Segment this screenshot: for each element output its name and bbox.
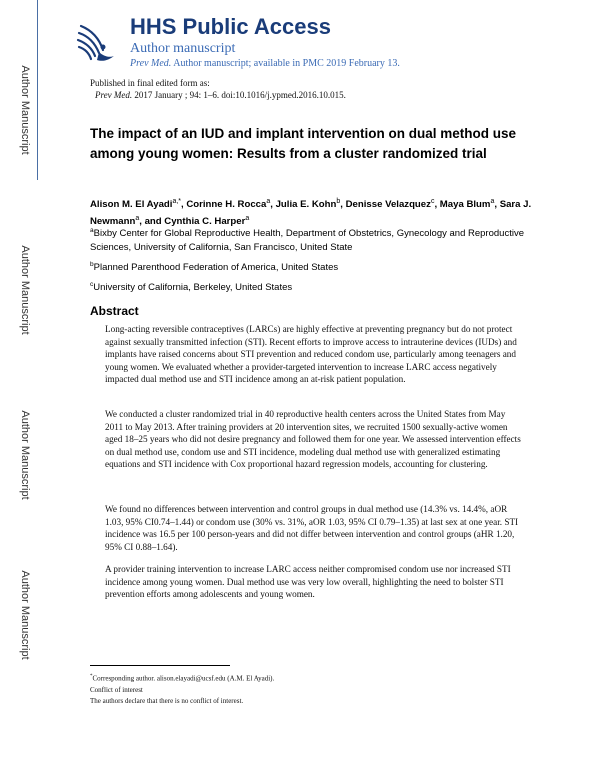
affiliation-b: $^b$Planned Parenthood Federation of America, United States — [90, 261, 339, 274]
sidebar-label-3: Author Manuscript — [19, 410, 31, 500]
abstract-paragraph: We conducted a cluster randomized trial in 40 reproductive health centers across the United States from May 2011 to May 2013. After training providers at 20 intervention sites, we recruited 1500 sexually-active women aged 18–25 years who did not desire pregnancy and followed them for one year. We assessed intervention effects on dual method use, condom use and STI incidence, modeling dual method use with generalized estimating equations and STI incidence with Cox proportional hazard regression models, accounting for clustering. — [105, 409, 521, 469]
published-intro: Published in final edited form as: — [90, 78, 210, 88]
availability-line: Prev Med. Author manuscript; available in PMC 2019 February 13. — [130, 58, 400, 69]
abstract-paragraph: We found no differences between intervention and control groups in dual method use (14.3% vs. 14.4%, aOR 1.03, 95% CI0.74–1.44) or condom use (30% vs. 31%, aOR 1.03, 95% CI 0.79–1.35) at last sex at one year. STI incidence was 16.5 per 100 person-years and did not differ between intervention and control groups (aHR 1.20, 95% CI 0.88–1.64). — [105, 504, 519, 552]
author-name: Cynthia C. Harper — [164, 216, 246, 228]
paper-title: The impact of an IUD and implant intervention on dual method use among young women: Results from a cluster randomized trial — [90, 126, 517, 161]
sidebar-label-1: Author Manuscript — [19, 65, 31, 155]
abstract-paragraph: A provider training intervention to increase LARC access neither compromised condom use nor increased STI incidence among young women. Dual method use was very low overall, highlighting the need to bolster STI prevention efforts among adolescents and young women. — [105, 564, 511, 599]
document-type: Author manuscript — [130, 41, 236, 56]
header-divider — [37, 0, 38, 180]
conflict-heading: Conflict of interest — [90, 686, 143, 694]
affiliation-a: $^a$Bixby Center for Global Reproductive Health, Department of Obstetrics, Gynecology and Reproductive Sciences, University of California, San Francisco, United State — [90, 227, 524, 253]
citation-line: Prev Med. 2017 January ; 94: 1–6. doi:10.1016/j.ypmed.2016.10.015. — [95, 90, 346, 100]
hhs-eagle-logo-icon — [73, 16, 117, 66]
conflict-statement: The authors declare that there is no conflict of interest. — [90, 697, 244, 705]
affiliation-c: $^c$University of California, Berkeley, United States — [90, 281, 293, 294]
agency-title: HHS Public Access — [130, 14, 331, 39]
corresponding-footnote: *Corresponding author. alison.elayadi@ucsf.edu (A.M. El Ayadi). — [90, 674, 275, 683]
author-name: Maya Blum — [439, 199, 491, 211]
sidebar-label-4: Author Manuscript — [19, 570, 31, 660]
author-name: Alison M. El Ayadi — [90, 199, 173, 211]
author-name: Julia E. Kohn — [275, 199, 337, 211]
abstract-heading: Abstract — [90, 304, 139, 318]
author-name: Denisse Velazquez — [345, 199, 431, 211]
footnote-divider — [90, 665, 230, 666]
sidebar-label-2: Author Manuscript — [19, 245, 31, 335]
abstract-paragraph: Long-acting reversible contraceptives (LARCs) are highly effective at preventing pregnancy but do not protect against sexually transmitted infection (STI). Recent efforts to improve access to intrauterine devices (IUDs) and implants have raised concerns about STI prevention and reduced condom use, particularly among teenagers and young women. We evaluated whether a provider-targeted intervention to increase LARC access negatively impacted dual method use and STI incidence among an at-risk patient population. — [105, 324, 517, 384]
author-name: Corinne H. Rocca — [186, 199, 267, 211]
author-list: Alison M. El Ayadi$^{a,*}$, Corinne H. Rocca$^a$, Julia E. Kohn$^b$, Denisse Velazquez$^c$, Maya Blum$^a$, Sara J. Newmann$^a$, and Cynthia C. Harper$^a$ — [90, 198, 532, 228]
author-name: Sara J. Newmann — [90, 199, 532, 228]
